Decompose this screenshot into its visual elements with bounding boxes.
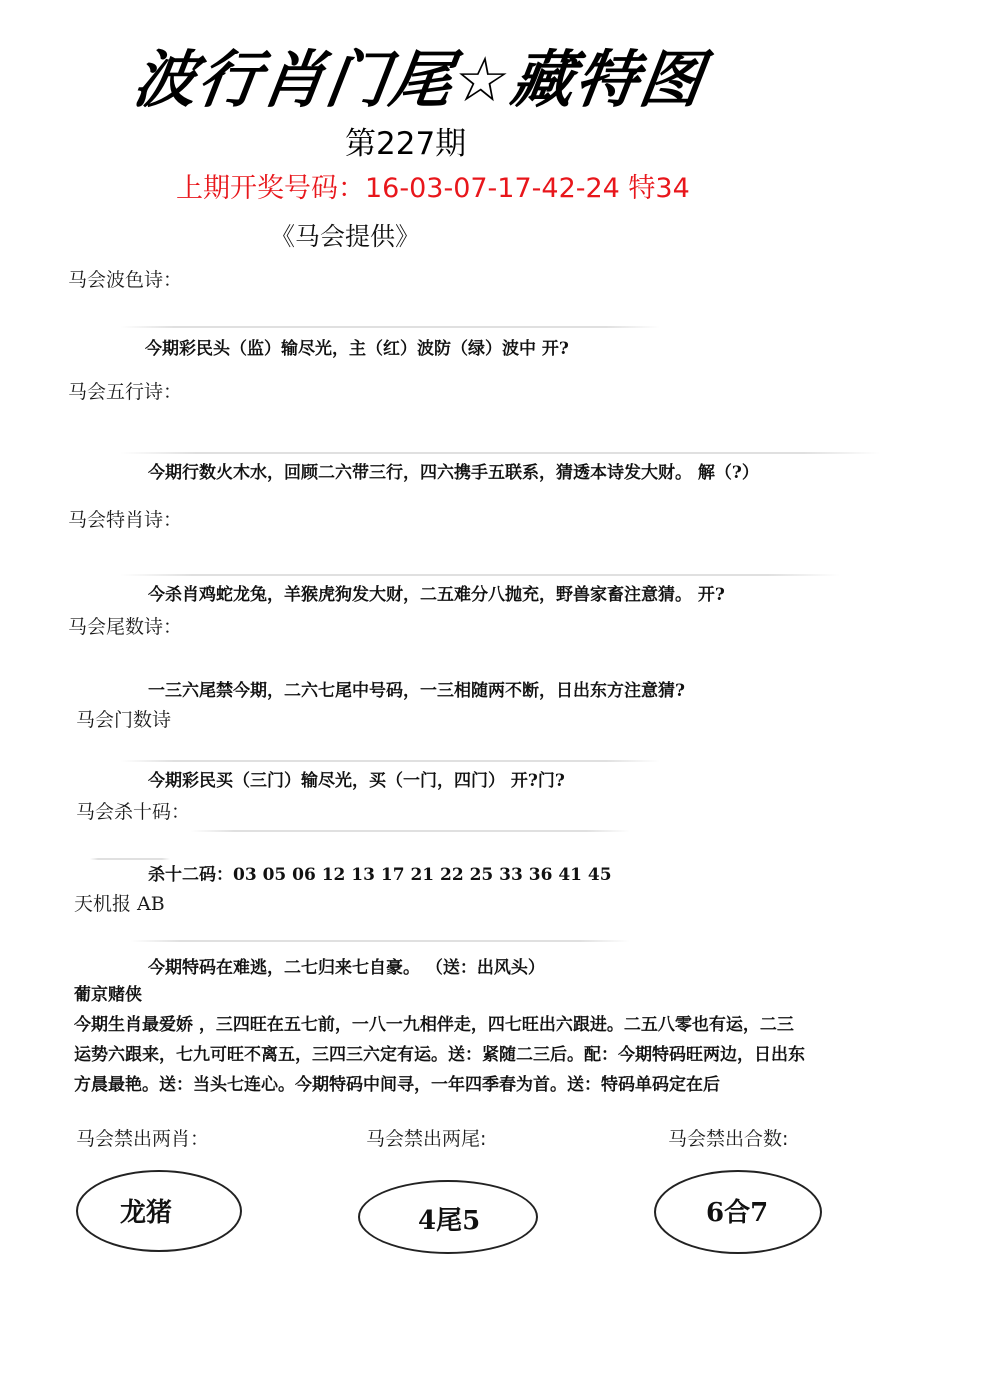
kill-ten-text: 杀十二码：03 05 06 12 13 17 21 22 25 33 36 41 45 xyxy=(148,865,612,885)
tail-poem-text: 一三六尾禁今期，二六七尾中号码，一三相随两不断，日出东方注意猜? xyxy=(148,681,685,701)
ban-sum-value: 6合7 xyxy=(706,1198,769,1228)
gate-poem-label: 马会门数诗 xyxy=(76,709,172,731)
macau-label: 葡京赌侠 xyxy=(74,985,142,1005)
ban-zodiac-label: 马会禁出两肖： xyxy=(76,1128,210,1150)
tianji-text: 今期特码在难逃，二七归来七自豪。 （送：出风头） xyxy=(148,958,545,978)
tianji-label: 天机报 AB xyxy=(74,893,165,915)
divider xyxy=(120,574,840,576)
zodiac-poem-text: 今杀肖鸡蛇龙兔，羊猴虎狗发大财，二五难分八抛充，野兽家畜注意猜。 开? xyxy=(148,585,725,605)
ban-tail-value: 4尾5 xyxy=(418,1206,481,1236)
divider xyxy=(120,326,660,328)
wave-poem-label: 马会波色诗： xyxy=(68,269,183,291)
element-poem-text: 今期行数火木水，回顾二六带三行，四六携手五联系，猜透本诗发大财。 解（?） xyxy=(148,463,759,483)
ban-sum-label: 马会禁出合数: xyxy=(668,1128,789,1150)
divider xyxy=(120,760,660,762)
element-poem-label: 马会五行诗： xyxy=(68,381,183,403)
ban-zodiac-value: 龙猪 xyxy=(120,1198,173,1228)
macau-line: 今期生肖最爱娇 ，三四旺在五七前，一八一九相伴走，四七旺出六跟进。二五八零也有运，二三 xyxy=(74,1015,794,1035)
kill-ten-label: 马会杀十码： xyxy=(76,801,191,823)
page-title: 波行肖门尾☆藏特图 xyxy=(129,43,710,116)
tail-poem-label: 马会尾数诗： xyxy=(68,616,183,638)
gate-poem-text: 今期彩民买（三门）输尽光，买（一门，四门） 开?门? xyxy=(148,771,565,791)
zodiac-poem-label: 马会特肖诗： xyxy=(68,509,183,531)
last-draw-numbers: 上期开奖号码：16-03-07-17-42-24 特34 xyxy=(176,173,690,204)
wave-poem-text: 今期彩民头（监）输尽光，主（红）波防（绿）波中 开? xyxy=(145,339,569,359)
ban-tail-label: 马会禁出两尾: xyxy=(366,1128,487,1150)
macau-line: 运势六跟来，七九可旺不离五，三四三六定有运。送：紧随二三后。配：今期特码旺两边，日出东 xyxy=(74,1045,805,1065)
issue-number: 第227期 xyxy=(345,126,467,162)
provider-label: 《马会提供》 xyxy=(270,222,421,251)
divider xyxy=(120,452,880,454)
divider xyxy=(130,940,630,942)
divider xyxy=(190,830,630,832)
macau-line: 方晨最艳。送：当头七连心。今期特码中间寻，一年四季春为首。送：特码单码定在后 xyxy=(74,1075,720,1095)
